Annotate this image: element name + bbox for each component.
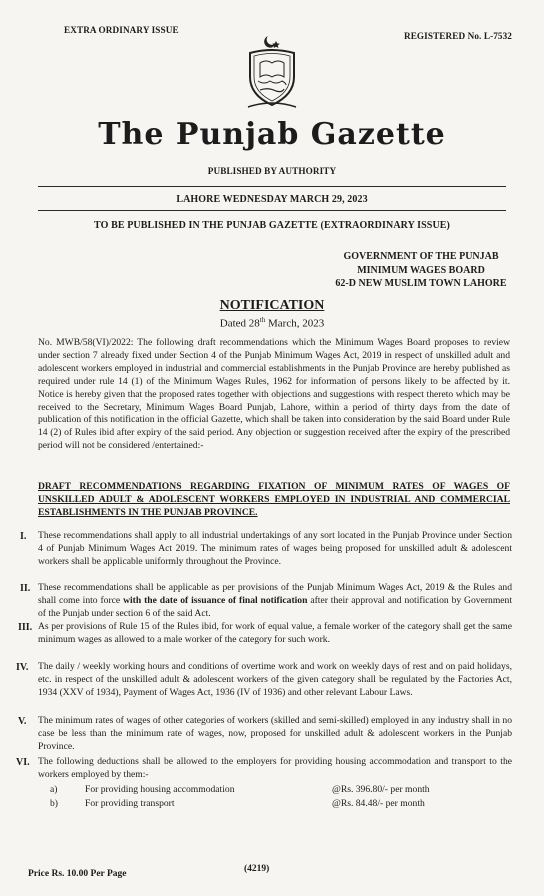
dateline: LAHORE WEDNESDAY MARCH 29, 2023 <box>176 194 368 205</box>
address-line-1: GOVERNMENT OF THE PUNJAB <box>343 251 499 262</box>
item-number-4: IV. <box>16 662 29 673</box>
punjab-emblem-icon <box>242 33 302 111</box>
item-number-1: I. <box>20 531 27 542</box>
address-block <box>326 250 516 291</box>
header-rule-bottom <box>38 210 506 211</box>
item-number-5: V. <box>18 716 27 727</box>
gazette-title: The Punjab Gazette <box>98 117 446 152</box>
notification-body: No. MWB/58(VI)/2022: The following draft recommendations which the Minimum Wages Board proposes to review under section 7 already fixed under Section 4 of the Punjab Minimum Wages Act, 2019 in respect of unskilled adult and adolescent workers employed in industrial and commercial establishments in the Punjab Province are hereby published as required under rule 14 (1) of the Minimum Wages Rules, 1962 for information of persons likely to be affected by it. Notice is hereby given that the proposed rates together with objections and suggestions with respect thereto which may be received to the Secretary, Minimum Wages Board Punjab, Lahore, within a period of thirty days from the date of publication of this notification in the official Gazette, which shall be taken into consideration by the said Board under Rule 14 (2) of Rules ibid after expiry of the said period. Any objection or suggestion received after the expiry of the prescribed period will not be considered /entertained:- <box>38 337 510 452</box>
published-by-authority: PUBLISHED BY AUTHORITY <box>207 166 337 176</box>
deduction-label-a: For providing housing accommodation <box>85 784 235 795</box>
page-number: (4219) <box>244 864 270 874</box>
notification-heading: NOTIFICATION <box>219 298 325 313</box>
price-per-page: Price Rs. 10.00 Per Page <box>28 869 127 879</box>
item-6: The following deductions shall be allowed to the employers for providing housing accommodation and transport to the workers employed by them:- <box>38 756 512 780</box>
address-line-3: 62-D NEW MUSLIM TOWN LAHORE <box>335 278 507 289</box>
item-4: The daily / weekly working hours and conditions of overtime work and work on weekly days of rest and on paid holidays, etc. in respect of the unskilled adult & adolescent workers of the given category shall be regulated by the Factories Act, 1934 (XXV of 1934), Payment of Wages Act, 1936 (IV of 1936) and other relevant Labour Laws. <box>38 661 512 698</box>
deduction-label-b: For providing transport <box>85 798 175 809</box>
item-5: The minimum rates of wages of other categories of workers (skilled and semi-skilled) employed in any industry shall in no case be less than the minimum rate of wages, now, proposed for unskilled adult & adolescent workers in the Punjab Province. <box>38 715 512 752</box>
address-line-2: MINIMUM WAGES BOARD <box>357 264 485 276</box>
item-number-2: II. <box>20 583 31 594</box>
section-heading: DRAFT RECOMMENDATIONS REGARDING FIXATION OF MINIMUM RATES OF WAGES OF UNSKILLED ADULT & ADOLESCENT WORKERS EMPLOYED IN INDUSTRIAL AND COMMERCIAL ESTABLISHMENTS IN THE PUNJAB PROVINCE. <box>38 481 510 518</box>
notification-date: Dated 28th March, 2023 <box>219 316 325 330</box>
publish-note: TO BE PUBLISHED IN THE PUNJAB GAZETTE (EXTRAORDINARY ISSUE) <box>94 220 450 231</box>
item-1: These recommendations shall apply to all industrial undertakings of any sort located in the Punjab Province under Section 4 of Punjab Minimum Wages Act 2019. The minimum rates of wages being proposed for unskilled adult & adolescent workers shall be applicable uniformly throughout the Province. <box>38 530 512 567</box>
registration-number: REGISTERED No. L-7532 <box>403 31 512 41</box>
item-number-6: VI. <box>16 757 30 768</box>
extra-ordinary-issue-label: EXTRA ORDINARY ISSUE <box>64 25 179 35</box>
deduction-letter-a: a) <box>50 784 58 795</box>
deduction-amount-a: @Rs. 396.80/- per month <box>332 784 430 795</box>
deduction-letter-b: b) <box>50 798 58 809</box>
item-3: As per provisions of Rule 15 of the Rules ibid, for work of equal value, a female worker of the category shall get the same minimum wages as allowed to a male worker of the category for such work. <box>38 621 512 645</box>
deduction-amount-b: @Rs. 84.48/- per month <box>332 798 425 809</box>
item-number-3: III. <box>18 622 33 633</box>
item-2: These recommendations shall be applicable as per provisions of the Punjab Minimum Wages Act, 2019 & the Rules and shall come into force with the date of issuance of final notification after their approval and notification by Government of the Punjab under section 6 of the said Act. <box>38 582 512 619</box>
header-rule-top <box>38 186 506 187</box>
